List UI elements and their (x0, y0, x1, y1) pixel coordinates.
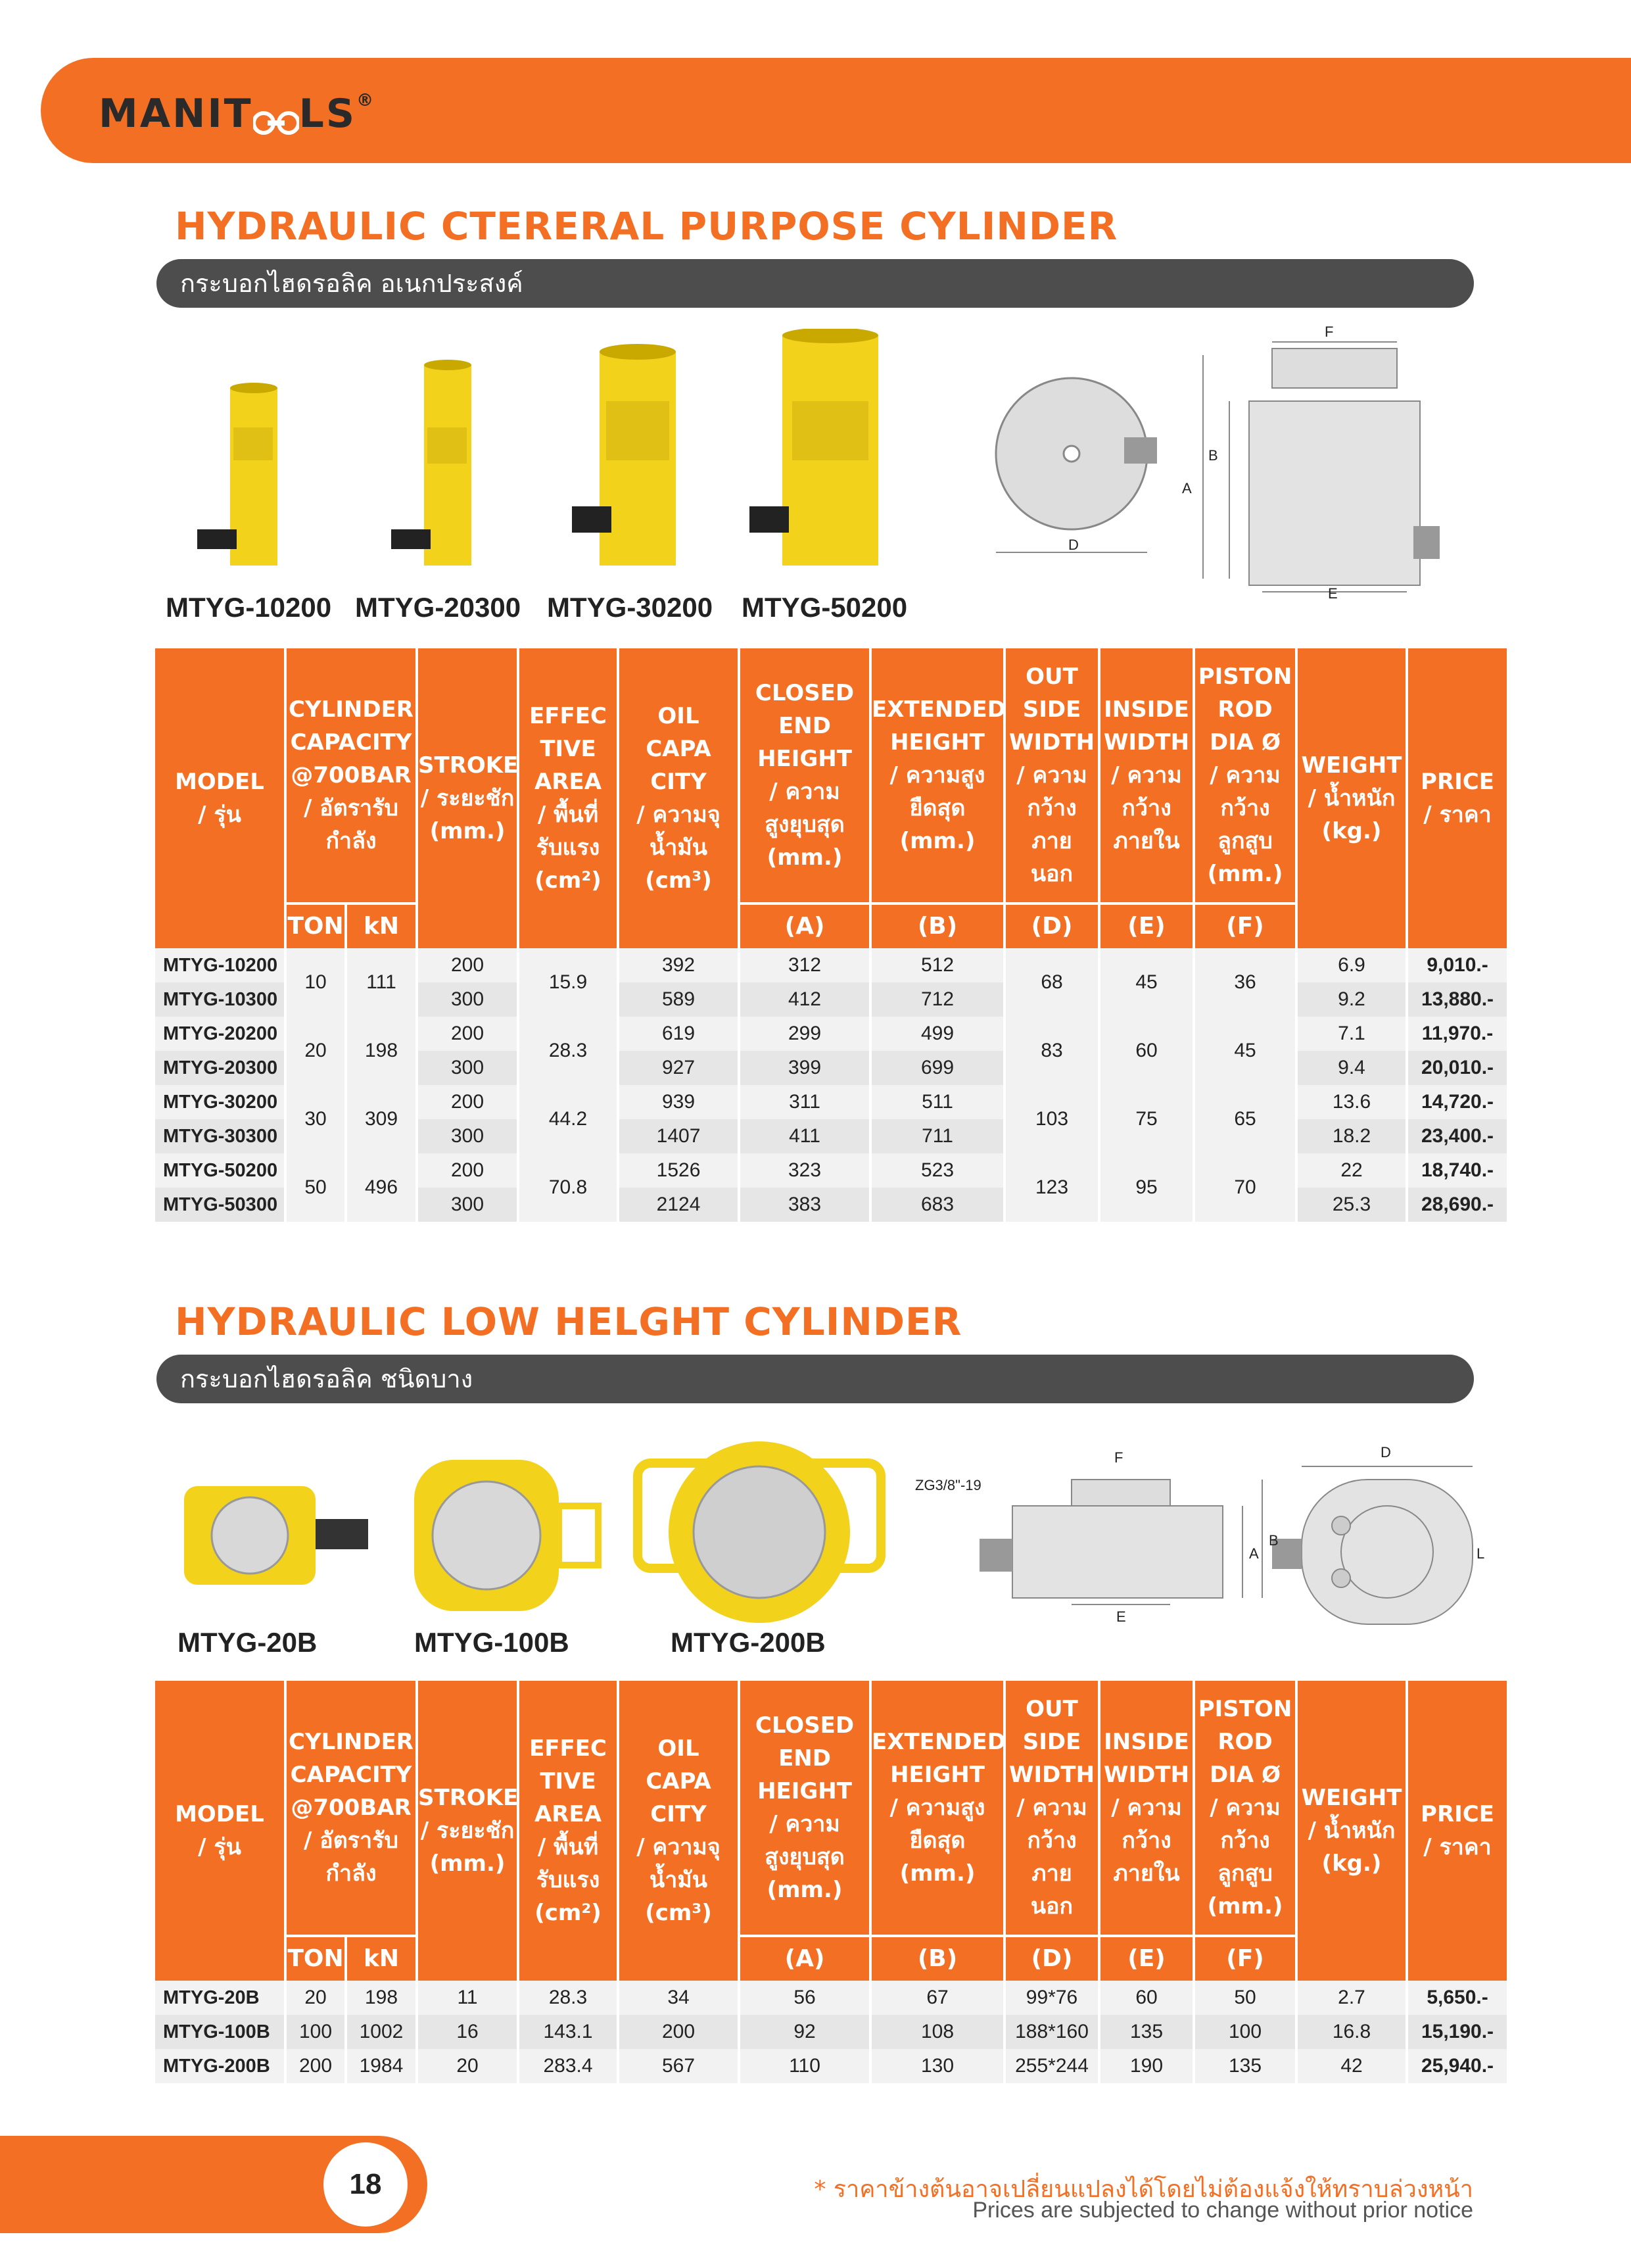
model-cell: MTYG-10200 (155, 948, 284, 982)
header-oil: OIL CAPA CITY / ความจุ น้ำมัน (cm³) (619, 1681, 738, 1981)
outside-width-cell: 68 (1006, 948, 1098, 1017)
header-closed: CLOSED END HEIGHT / ความ สูงยุบสุด (mm.) (740, 1681, 869, 1935)
diagram-label-l: L (1477, 1545, 1485, 1562)
closed-height-cell: 323 (740, 1153, 869, 1188)
table-row (155, 2049, 1507, 2083)
wrench-icon (253, 101, 299, 130)
price-note-thai: * ราคาข้างต้นอาจเปลี่ยนแปลงได้โดยไม่ต้องแจ้งให้ทราบล่วงหน้า (814, 2176, 1473, 2203)
model-cell: MTYG-20B (155, 1981, 284, 2015)
kn-cell: 198 (347, 1981, 415, 2015)
oil-cell: 1526 (619, 1153, 738, 1188)
stroke-cell: 300 (418, 982, 517, 1017)
weight-cell: 22 (1298, 1153, 1406, 1188)
stroke-cell: 11 (418, 1981, 517, 2015)
a-cell: 92 (740, 2015, 869, 2049)
diagram-label-port: ZG3/8"-19 (915, 1477, 981, 1493)
weight-cell: 6.9 (1298, 948, 1406, 982)
closed-height-cell: 383 (740, 1188, 869, 1222)
oil-cell: 589 (619, 982, 738, 1017)
kn-cell: 1984 (347, 2049, 415, 2083)
weight-cell: 18.2 (1298, 1119, 1406, 1153)
logo-registered: ® (356, 91, 376, 110)
b-cell: 108 (872, 2015, 1003, 2049)
weight-cell: 42 (1298, 2049, 1406, 2083)
ton-cell: 100 (287, 2015, 344, 2049)
header-kn: kN (347, 902, 415, 948)
area-cell: 283.4 (519, 2049, 617, 2083)
header-price: PRICE / ราคา (1408, 648, 1507, 948)
ton-cell: 20 (287, 1981, 344, 2015)
header-f: (F) (1195, 902, 1295, 948)
header-b: (B) (872, 902, 1003, 948)
header-inside: INSIDE WIDTH / ความ กว้าง ภายใน (1100, 648, 1193, 902)
piston-dia-cell: 45 (1195, 1017, 1295, 1085)
price-note-english: Prices are subjected to change without prior notice (972, 2198, 1473, 2223)
model-cell: MTYG-100B (155, 2015, 284, 2049)
outside-width-cell: 83 (1006, 1017, 1098, 1085)
price-cell: 5,650.- (1408, 1981, 1507, 2015)
model-cell: MTYG-10300 (155, 982, 284, 1017)
closed-height-cell: 312 (740, 948, 869, 982)
diagram-label-a: A (1249, 1545, 1259, 1562)
cylinder-image-10200 (197, 383, 277, 566)
weight-cell: 16.8 (1298, 2015, 1406, 2049)
section2-title: HYDRAULIC LOW HELGHT CYLINDER (175, 1299, 962, 1344)
header-f: (F) (1195, 1935, 1295, 1981)
weight-cell: 2.7 (1298, 1981, 1406, 2015)
extended-height-cell: 712 (872, 982, 1003, 1017)
oil-cell: 939 (619, 1085, 738, 1119)
ton-cell: 30 (287, 1085, 344, 1153)
spec-table-general-purpose (153, 648, 1509, 1222)
header-outside: OUT SIDE WIDTH / ความ กว้าง ภาย นอก (1006, 1681, 1098, 1935)
header-piston: PISTON ROD DIA Ø / ความ กว้าง ลูกสูบ (mm.) (1195, 648, 1295, 902)
area-cell: 28.3 (519, 1017, 617, 1085)
area-cell: 70.8 (519, 1153, 617, 1222)
weight-cell: 9.2 (1298, 982, 1406, 1017)
header-b: (B) (872, 1935, 1003, 1981)
price-cell: 23,400.- (1408, 1119, 1507, 1153)
stroke-cell: 20 (418, 2049, 517, 2083)
oil-cell: 34 (619, 1981, 738, 2015)
stroke-cell: 200 (418, 1017, 517, 1051)
e-cell: 60 (1100, 1981, 1193, 2015)
lowheight-cylinder-200b (638, 1441, 881, 1623)
weight-cell: 13.6 (1298, 1085, 1406, 1119)
oil-cell: 200 (619, 2015, 738, 2049)
outside-width-cell: 123 (1006, 1153, 1098, 1222)
weight-cell: 7.1 (1298, 1017, 1406, 1051)
model-cell: MTYG-200B (155, 2049, 284, 2083)
section1-title: HYDRAULIC CTERERAL PURPOSE CYLINDER (175, 204, 1118, 249)
table2-body (155, 1981, 1507, 2083)
product-label: MTYG-200B (671, 1627, 826, 1658)
oil-cell: 927 (619, 1051, 738, 1085)
d-cell: 188*160 (1006, 2015, 1098, 2049)
e-cell: 190 (1100, 2049, 1193, 2083)
area-cell: 143.1 (519, 2015, 617, 2049)
diagram-label-b: B (1269, 1532, 1279, 1549)
lowheight-cylinder-20b (184, 1486, 368, 1585)
section1-product-images (184, 329, 927, 579)
extended-height-cell: 683 (872, 1188, 1003, 1222)
header-stroke: STROKE / ระยะชัก (mm.) (418, 648, 517, 948)
header-e: (E) (1100, 902, 1193, 948)
page-number: 18 (323, 2142, 408, 2227)
table-row (155, 948, 1507, 982)
product-label: MTYG-100B (414, 1627, 569, 1658)
area-cell: 44.2 (519, 1085, 617, 1153)
oil-cell: 567 (619, 2049, 738, 2083)
price-cell: 20,010.- (1408, 1051, 1507, 1085)
cylinder-image-30200 (572, 344, 676, 566)
weight-cell: 9.4 (1298, 1051, 1406, 1085)
model-cell: MTYG-20200 (155, 1017, 284, 1051)
b-cell: 130 (872, 2049, 1003, 2083)
closed-height-cell: 399 (740, 1051, 869, 1085)
header-oil: OIL CAPA CITY / ความจุ น้ำมัน (cm³) (619, 648, 738, 948)
stroke-cell: 300 (418, 1051, 517, 1085)
stroke-cell: 200 (418, 1153, 517, 1188)
extended-height-cell: 523 (872, 1153, 1003, 1188)
diagram-label-b: B (1208, 447, 1218, 464)
diagram-label-f: F (1325, 324, 1334, 340)
outside-width-cell: 103 (1006, 1085, 1098, 1153)
stroke-cell: 16 (418, 2015, 517, 2049)
oil-cell: 619 (619, 1017, 738, 1051)
header-a: (A) (740, 902, 869, 948)
diagram-label-e: E (1328, 585, 1338, 602)
table-row (155, 1017, 1507, 1051)
piston-dia-cell: 65 (1195, 1085, 1295, 1153)
ton-cell: 200 (287, 2049, 344, 2083)
table-row (155, 2015, 1507, 2049)
model-cell: MTYG-20300 (155, 1051, 284, 1085)
table-row (155, 1085, 1507, 1119)
model-cell: MTYG-30200 (155, 1085, 284, 1119)
header-ton: TON (287, 1935, 344, 1981)
header-capacity: CYLINDER CAPACITY @700BAR / อัตรารับ กำลัง (287, 1681, 415, 1935)
header-inside: INSIDE WIDTH / ความ กว้าง ภายใน (1100, 1681, 1193, 1935)
d-cell: 255*244 (1006, 2049, 1098, 2083)
table1-body (155, 948, 1507, 1222)
kn-cell: 198 (347, 1017, 415, 1085)
inside-width-cell: 75 (1100, 1085, 1193, 1153)
ton-cell: 10 (287, 948, 344, 1017)
table-row (155, 1981, 1507, 2015)
product-label: MTYG-10200 (166, 592, 332, 623)
price-cell: 28,690.- (1408, 1188, 1507, 1222)
header-ton: TON (287, 902, 344, 948)
price-cell: 13,880.- (1408, 982, 1507, 1017)
model-cell: MTYG-50300 (155, 1188, 284, 1222)
closed-height-cell: 411 (740, 1119, 869, 1153)
inside-width-cell: 60 (1100, 1017, 1193, 1085)
price-cell: 9,010.- (1408, 948, 1507, 982)
f-cell: 100 (1195, 2015, 1295, 2049)
area-cell: 28.3 (519, 1981, 617, 2015)
extended-height-cell: 499 (872, 1017, 1003, 1051)
price-cell: 11,970.- (1408, 1017, 1507, 1051)
price-cell: 25,940.- (1408, 2049, 1507, 2083)
model-cell: MTYG-50200 (155, 1153, 284, 1188)
cylinder-image-20300 (391, 360, 471, 566)
stroke-cell: 200 (418, 1085, 517, 1119)
header-model: MODEL / รุ่น (155, 1681, 284, 1981)
inside-width-cell: 95 (1100, 1153, 1193, 1222)
product-label: MTYG-50200 (742, 592, 908, 623)
closed-height-cell: 299 (740, 1017, 869, 1051)
diagram-label-e: E (1116, 1608, 1126, 1625)
f-cell: 135 (1195, 2049, 1295, 2083)
price-cell: 15,190.- (1408, 2015, 1507, 2049)
piston-dia-cell: 36 (1195, 948, 1295, 1017)
product-label: MTYG-30200 (547, 592, 713, 623)
kn-cell: 496 (347, 1153, 415, 1222)
header-extended: EXTENDED HEIGHT / ความสูง ยืดสุด (mm.) (872, 1681, 1003, 1935)
lowheight-cylinder-100b (414, 1460, 598, 1611)
f-cell: 50 (1195, 1981, 1295, 2015)
extended-height-cell: 711 (872, 1119, 1003, 1153)
table-row (155, 1153, 1507, 1188)
kn-cell: 1002 (347, 2015, 415, 2049)
header-capacity: CYLINDER CAPACITY @700BAR / อัตรารับ กำลัง (287, 648, 415, 902)
kn-cell: 309 (347, 1085, 415, 1153)
closed-height-cell: 311 (740, 1085, 869, 1119)
header-piston: PISTON ROD DIA Ø / ความ กว้าง ลูกสูบ (mm.) (1195, 1681, 1295, 1935)
model-cell: MTYG-30300 (155, 1119, 284, 1153)
diagram-label-d: D (1068, 537, 1079, 553)
header-model: MODEL / รุ่น (155, 648, 284, 948)
spec-table-low-height (153, 1681, 1509, 2083)
section1-subtitle-bar: กระบอกไฮดรอลิค อเนกประสงค์ (156, 259, 1474, 308)
logo-text-2: LS (298, 91, 357, 137)
section2-subtitle-bar: กระบอกไฮดรอลิค ชนิดบาง (156, 1355, 1474, 1403)
product-label: MTYG-20300 (355, 592, 521, 623)
header-weight: WEIGHT / น้ำหนัก (kg.) (1298, 648, 1406, 948)
extended-height-cell: 699 (872, 1051, 1003, 1085)
area-cell: 15.9 (519, 948, 617, 1017)
header-closed: CLOSED END HEIGHT / ความ สูงยุบสุด (mm.) (740, 648, 869, 902)
header-area: EFFEC TIVE AREA / พื้นที่ รับแรง (cm²) (519, 1681, 617, 1981)
section2-product-images (177, 1434, 887, 1631)
logo-text-1: MANIT (99, 91, 253, 137)
header-e: (E) (1100, 1935, 1193, 1981)
diagram-label-f: F (1114, 1449, 1123, 1466)
b-cell: 67 (872, 1981, 1003, 2015)
section2-dimension-diagram (914, 1440, 1492, 1637)
header-area: EFFEC TIVE AREA / พื้นที่ รับแรง (cm²) (519, 648, 617, 948)
piston-dia-cell: 70 (1195, 1153, 1295, 1222)
stroke-cell: 300 (418, 1188, 517, 1222)
diagram-label-a: A (1182, 480, 1192, 496)
ton-cell: 20 (287, 1017, 344, 1085)
header-extended: EXTENDED HEIGHT / ความสูง ยืดสุด (mm.) (872, 648, 1003, 902)
header-a: (A) (740, 1935, 869, 1981)
stroke-cell: 300 (418, 1119, 517, 1153)
d-cell: 99*76 (1006, 1981, 1098, 2015)
ton-cell: 50 (287, 1153, 344, 1222)
kn-cell: 111 (347, 948, 415, 1017)
header-stroke: STROKE / ระยะชัก (mm.) (418, 1681, 517, 1981)
extended-height-cell: 511 (872, 1085, 1003, 1119)
inside-width-cell: 45 (1100, 948, 1193, 1017)
diagram-label-d: D (1381, 1444, 1391, 1460)
price-cell: 14,720.- (1408, 1085, 1507, 1119)
a-cell: 56 (740, 1981, 869, 2015)
oil-cell: 2124 (619, 1188, 738, 1222)
brand-logo (99, 91, 375, 137)
header-d: (D) (1006, 902, 1098, 948)
price-cell: 18,740.- (1408, 1153, 1507, 1188)
section1-dimension-diagram (973, 324, 1473, 605)
header-price: PRICE / ราคา (1408, 1681, 1507, 1981)
weight-cell: 25.3 (1298, 1188, 1406, 1222)
cylinder-image-50200 (749, 329, 878, 566)
oil-cell: 392 (619, 948, 738, 982)
header-outside: OUT SIDE WIDTH / ความ กว้าง ภาย นอก (1006, 648, 1098, 902)
oil-cell: 1407 (619, 1119, 738, 1153)
e-cell: 135 (1100, 2015, 1193, 2049)
stroke-cell: 200 (418, 948, 517, 982)
header-weight: WEIGHT / น้ำหนัก (kg.) (1298, 1681, 1406, 1981)
header-kn: kN (347, 1935, 415, 1981)
closed-height-cell: 412 (740, 982, 869, 1017)
header-d: (D) (1006, 1935, 1098, 1981)
product-label: MTYG-20B (177, 1627, 318, 1658)
a-cell: 110 (740, 2049, 869, 2083)
extended-height-cell: 512 (872, 948, 1003, 982)
